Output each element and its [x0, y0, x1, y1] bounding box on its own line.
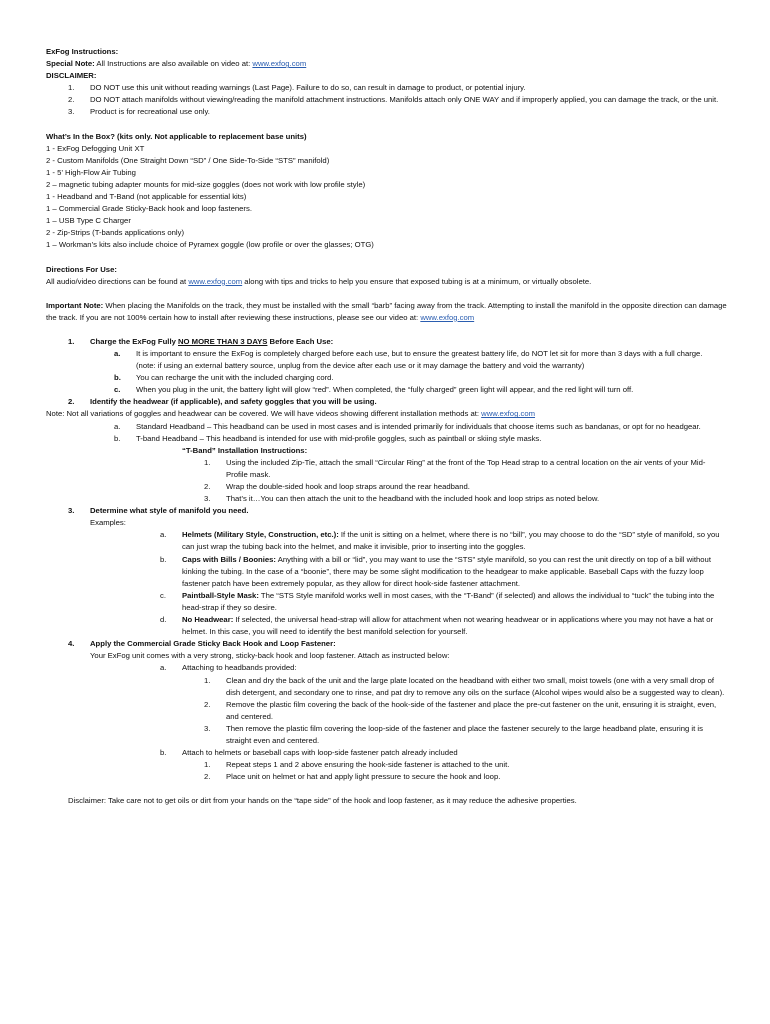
step-4-a-step: 2. Remove the plastic film covering the back of the hook-side of the fastener and place the pre-cut fastener on the unit, ensuring it is straight, even, and centered. [204, 699, 717, 721]
step-2: 2. Identify the headwear (if applicable), and safety goggles that you will be using. Note: Not all variations of goggles and headwear can be covered. We will have videos showing different installation methods at: www.exfog.com a. Standard Headband – This headband can be used in most cases and is intended primarily for individuals that choose items such as bandanas, or opt for no headgear. b. T-band Headband – This headband is intended for use with mid-profile goggles, such as paintball or skiing style masks. “T-Band” Installation Instructions: 1. Using the included Zip-Tie, attach the small “Circular Ring” at the front of the Top Head strap to a central location on the air vents of your Mid-Profile mask. 2. Wrap the double-sided hook and loop straps around the rear headband. 3. That’s it…You can then attach the unit to the headband with the included hook and loop strips as noted below. [0, 396, 770, 505]
step-3-sub: c. Paintball-Style Mask: The “STS Style manifold works well in most cases, with the “T-Band” (if selected) and allows the individual to “tuck” the tubing into the head-strap if they so desire. [160, 590, 715, 612]
tband-step: 2. Wrap the double-sided hook and loop straps around the rear headband. [204, 482, 470, 491]
step-4-sub: a. Attaching to headbands provided: [160, 663, 297, 673]
footer-disclaimer: Disclaimer: Take care not to get oils or dirt from your hands on the “tape side” of the hook and loop fastener, as it may reduce the adhesive properties. [68, 796, 577, 806]
step-4-a-step: 1. Clean and dry the back of the unit and the large plate located on the headband with either two small, moist towels (one with a very small drop of dish detergent, and secondary one to rinse, and pat dry to remove any oils on the surface (Alcohol wipes would also be a suggested way to clean). [204, 675, 725, 697]
special-note [46, 58, 770, 70]
step-2-sub: a. Standard Headband – This headband can be used in most cases and is intended primarily for individuals that choose items such as bandanas, or opt for no headgear. [114, 421, 701, 431]
disclaimer-item: 2. DO NOT attach manifolds without viewing/reading the manifold attachment instructions. Manifolds attach only ONE WAY and if improperly applied, you can damage the track, or the unit. [68, 95, 719, 105]
step-4-intro: Your ExFog unit comes with a very strong, sticky-back hook and loop fastener. Attach as instructed below: [90, 651, 450, 661]
important-note: Important Note: When placing the Manifolds on the track, they must be installed with the small “barb” facing away from the track. Attempting to install the manifold in the opposite direction can damage the track. If you are not 100% certain how to install after reviewing these instructions, please see our video at: www.exfog.com [46, 300, 727, 322]
step-1: 1. Charge the ExFog Fully NO MORE THAN 3 DAYS Before Each Use: a. It is important to ensure the ExFog is completely charged before each use, but to ensure the greatest battery life, do NOT let sit for more than 3 days with a full charge. (note: if using an external battery source, unplug from the device after each use or it may damage the battery and void the warranty) b. You can recharge the unit with the included charging cord. c. When you plug in the unit, the battery light will glow “red”. When completed, the “fully charged” green light will appear, and the red light will turn off. [0, 336, 770, 396]
tband-step: 1. Using the included Zip-Tie, attach the small “Circular Ring” at the front of the Top Head strap to a central location on the air vents of your Mid-Profile mask. [204, 457, 706, 479]
document-page [0, 46, 770, 807]
exfog-link[interactable]: www.exfog.com [252, 59, 307, 69]
step-3-sub: d. No Headwear: If selected, the universal head-strap will allow for attachment when not wearing headwear or in applications where you may not have a hat or helmet. In this case, you will need to identify the best manifold selection for yourself. [160, 615, 714, 637]
step-4: 4. Apply the Commercial Grade Sticky Back Hook and Loop Fastener: Your ExFog unit comes with a very strong, sticky-back hook and loop fastener. Attach as instructed below: a. Attaching to headbands provided: 1. Clean and dry the back of the unit and the large plate located on the headband with either two small, moist towels (one with a very small drop of dish detergent, and secondary one to rinse, and pat dry to remove any oils on the surface (Alcohol wipes would also be a suggested way to clean). 2. Remove the plastic film covering the back of the hook-side of the fastener and place the pre-cut fastener on the unit, ensuring it is straight, even, and centered. 3. Then remove the plastic film covering the loop-side of the fastener and place the fastener securely to the large headband plate, ensuring it is straight even and centered. b. Attach to helmets or baseball caps with loop-side fastener patch already included 1. Repeat steps 1 and 2 above ensuring the hook-side fastener is attached to the unit. 2. Place unit on helmet or hat and apply light pressure to secure the hook and loop. [0, 638, 770, 783]
box-item: 1 - ExFog Defogging Unit XT [46, 143, 145, 153]
step-1-title: Charge the ExFog Fully NO MORE THAN 3 DAYS Before Each Use: [90, 336, 334, 346]
step-2-note: Note: Not all variations of goggles and headwear can be covered. We will have videos showing different installation methods at: www.exfog.com [46, 409, 536, 419]
step-3-sub: b. Caps with Bills / Boonies: Anything with a bill or “lid”, you may want to use the “STS” style manifold, so you can rest the unit directly on top of a bill without kinking the tubing. In the case of a “boonie”, there may be some slight modification to the headgear to make applicable. Baseball Caps with the fuzzy loop fastener patch have been extremely popular, as they allow for direct hook-side fastener attachment. [160, 554, 711, 588]
step-3-examples: Examples: [90, 518, 126, 528]
directions-section [46, 264, 736, 324]
box-item: 2 - Custom Manifolds (One Straight Down “SD” / One Side-To-Side “STS” manifold) [46, 155, 330, 165]
step-4-title: Apply the Commercial Grade Sticky Back Hook and Loop Fastener: [90, 639, 336, 649]
step-4-b-step: 2. Place unit on helmet or hat and apply light pressure to secure the hook and loop. [204, 772, 501, 782]
step-2-sub: b. T-band Headband – This headband is intended for use with mid-profile goggles, such as paintball or skiing style masks. [114, 433, 542, 443]
step-1-sub: b. You can recharge the unit with the included charging cord. [114, 373, 334, 383]
tband-heading: “T-Band” Installation Instructions: [182, 445, 308, 455]
step-3-title: Determine what style of manifold you need. [90, 506, 249, 516]
step-1-sub: c. When you plug in the unit, the battery light will glow “red”. When completed, the “fully charged” green light will appear, and the red light will turn off. [114, 385, 634, 395]
step-4-sub: b. Attach to helmets or baseball caps with loop-side fastener patch already included [160, 748, 458, 758]
box-item: 1 – Commercial Grade Sticky-Back hook and loop fasteners. [46, 204, 252, 214]
tband-step: 3. That’s it…You can then attach the unit to the headband with the included hook and loop strips as noted below. [204, 494, 600, 504]
special-note-text: All Instructions are also available on video at: [94, 59, 253, 69]
box-section [46, 131, 736, 252]
important-note-label: Important Note: [46, 300, 104, 310]
exfog-link[interactable]: www.exfog.com [188, 276, 243, 286]
step-1-sub: a. It is important to ensure the ExFog is completely charged before each use, but to ensure the greatest battery life, do NOT let sit for more than 3 days with a full charge. (note: if using an external battery source, unplug from the device after each use or it may damage the battery and void the warranty) [114, 348, 703, 371]
step-3: 3. Determine what style of manifold you need. Examples: a. Helmets (Military Style, Construction, etc.): If the unit is sitting on a helmet, where there is no “bill”, you may choose to do the “SD” style of manifold, so you can just wrap the tubing back into the helmet, and make it invisible, prior to inserting into the goggles. b. Caps with Bills / Boonies: Anything with a bill or “lid”, you may want to use the “STS” style manifold, so you can rest the unit directly on top of a bill without kinking the tubing. In the case of a “boonie”, there may be some slight modification to the headgear to make applicable. Baseball Caps with the fuzzy loop fastener patch have been extremely popular, as they allow for direct hook-side fastener attachment. c. Paintball-Style Mask: The “STS Style manifold works well in most cases, with the “T-Band” (if selected) and allows the individual to “tuck” the tubing into the head-strap if they so desire. d. No Headwear: If selected, the universal head-strap will allow for attachment when not wearing headwear or in applications where you may not have a hat or helmet. In this case, you will need to identify the best manifold selection for yourself. [0, 505, 770, 638]
box-item: 1 – Workman’s kits also include choice of Pyramex goggle (low profile or over the glasses; OTG) [46, 240, 374, 250]
box-heading: What’s In the Box? (kits only. Not applicable to replacement base units) [46, 131, 307, 141]
special-note-label: Special Note: [46, 59, 95, 69]
exfog-link[interactable]: www.exfog.com [481, 409, 536, 419]
step-3-sub: a. Helmets (Military Style, Construction, etc.): If the unit is sitting on a helmet, where there is no “bill”, you may choose to do the “SD” style of manifold, so you can just wrap the tubing back into the helmet, and make it invisible, prior to inserting into the goggles. [160, 530, 720, 552]
box-item: 1 - 5’ High-Flow Air Tubing [46, 167, 136, 177]
box-item: 1 – USB Type C Charger [46, 216, 131, 226]
document-title: ExFog Instructions: [46, 47, 119, 56]
step-4-b-step: 1. Repeat steps 1 and 2 above ensuring the hook-side fastener is attached to the unit. [204, 760, 510, 770]
directions-heading: Directions For Use: [46, 264, 117, 274]
directions-intro: All audio/video directions can be found at www.exfog.com along with tips and tricks to help you ensure that exposed tubing is at a minimum, or virtually obsolete. [46, 276, 592, 286]
disclaimer-item: 3. Product is for recreational use only. [68, 107, 210, 117]
disclaimer-item: 1. DO NOT use this unit without reading warnings (Last Page). Failure to do so, can result in damage to product, or potential injury. [68, 83, 526, 93]
disclaimer-list [68, 82, 728, 118]
box-item: 2 – magnetic tubing adapter mounts for mid-size goggles (does not work with low profile style) [46, 179, 366, 189]
step-4-a-step: 3. Then remove the plastic film covering the loop-side of the fastener and place the fastener securely to the large headband plate, ensuring it is straight even and centered. [204, 723, 703, 745]
exfog-link[interactable]: www.exfog.com [420, 312, 475, 322]
box-item: 1 - Headband and T-Band (not applicable for essential kits) [46, 192, 247, 202]
step-2-title: Identify the headwear (if applicable), and safety goggles that you will be using. [90, 397, 377, 407]
box-item: 2 - Zip-Strips (T-bands applications only) [46, 228, 185, 238]
disclaimer-label: DISCLAIMER: [46, 71, 97, 81]
